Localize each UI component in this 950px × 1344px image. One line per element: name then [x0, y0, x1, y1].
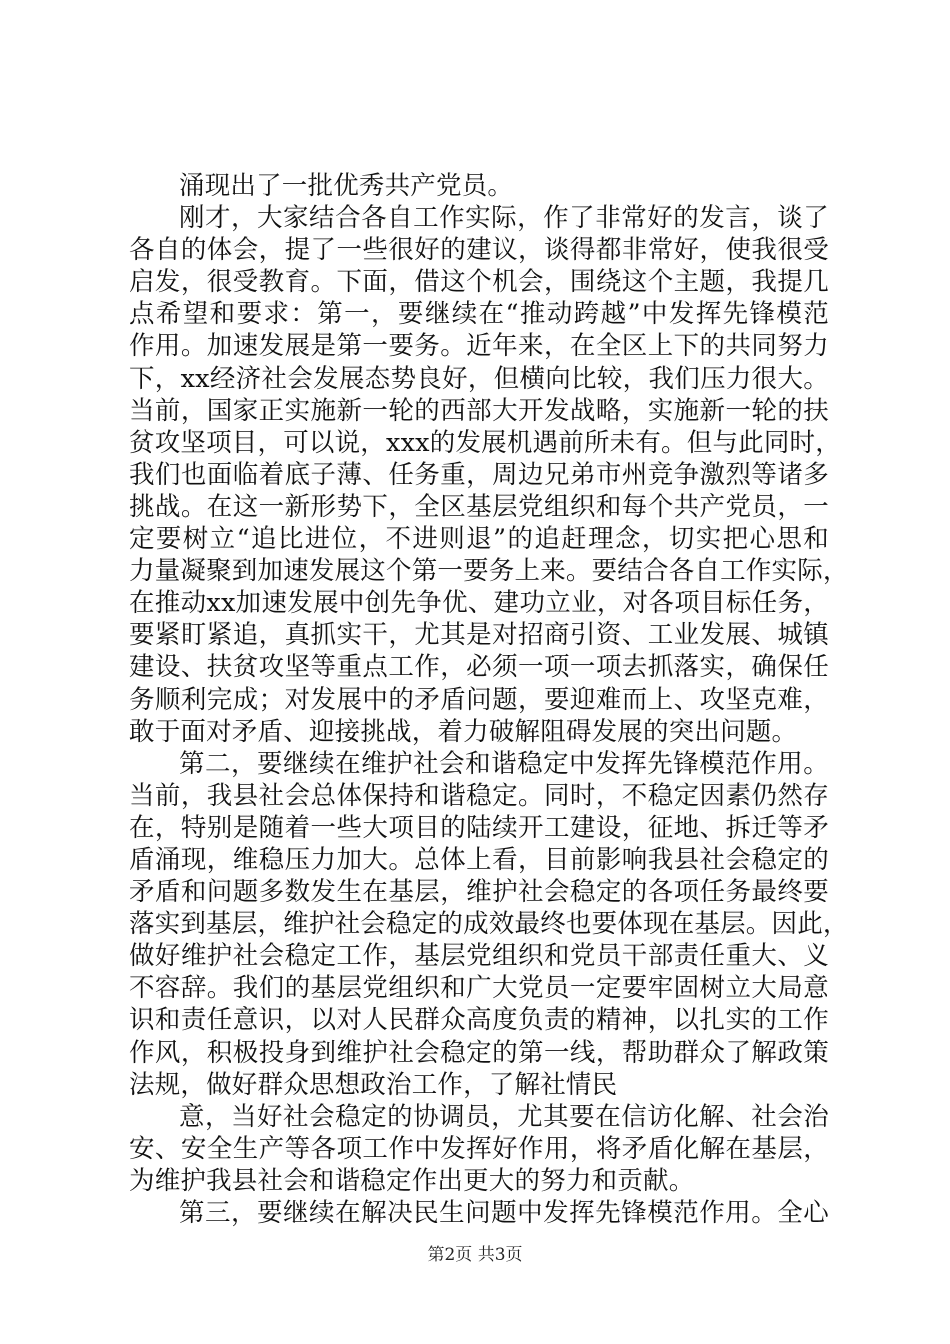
- text-line: 定要树立“追比进位，不进则退”的追赶理念，切实把心思和: [129, 524, 829, 555]
- text-line: 涌现出了一批优秀共产党员。: [179, 171, 514, 201]
- text-line: 意，当好社会稳定的协调员，尤其要在信访化解、社会治: [179, 1101, 829, 1132]
- text-line: 刚才，大家结合各自工作实际，作了非常好的发言，谈了: [179, 203, 829, 234]
- text-line: 要紧盯紧追，真抓实干，尤其是对招商引资、工业发展、城镇: [129, 620, 829, 651]
- text-line: 法规，做好群众思想政治工作，了解社情民: [129, 1069, 618, 1100]
- text-line: 下，xx经济社会发展态势良好，但横向比较，我们压力很大。: [129, 363, 829, 394]
- text-line: 落实到基层，维护社会稳定的成效最终也要体现在基层。因此，: [129, 909, 849, 940]
- document-body: [129, 170, 849, 1229]
- text-line: 我们也面临着底子薄、任务重，周边兄弟市州竞争激烈等诸多: [129, 459, 829, 490]
- text-line: 贫攻坚项目，可以说，xxx的发展机遇前所未有。但与此同时，: [129, 427, 841, 458]
- text-line: 敢于面对矛盾、迎接挑战，着力破解阻碍发展的突出问题。: [129, 716, 798, 747]
- text-line: 在推动xx加速发展中创先争优、建功立业，对各项目标任务，: [129, 588, 829, 619]
- text-line: 建设、扶贫攻坚等重点工作，必须一项一项去抓落实，确保任: [129, 652, 829, 683]
- text-line: 做好维护社会稳定工作，基层党组织和党员干部责任重大、义: [129, 941, 829, 972]
- text-line: 点希望和要求：第一，要继续在“推动跨越”中发挥先锋模范: [129, 299, 829, 330]
- text-line: 力量凝聚到加速发展这个第一要务上来。要结合各自工作实际，: [129, 556, 849, 587]
- text-line: 识和责任意识，以对人民群众高度负责的精神，以扎实的工作: [129, 1005, 829, 1036]
- text-line: 启发，很受教育。下面，借这个机会，围绕这个主题，我提几: [129, 267, 829, 298]
- text-line: 安、安全生产等各项工作中发挥好作用，将矛盾化解在基层，: [129, 1133, 829, 1164]
- text-line: 当前，我县社会总体保持和谐稳定。同时，不稳定因素仍然存: [129, 780, 829, 811]
- text-line: 在，特别是随着一些大项目的陆续开工建设，征地、拆迁等矛: [129, 812, 829, 843]
- text-line: 务顺利完成；对发展中的矛盾问题，要迎难而上、攻坚克难，: [129, 684, 829, 715]
- text-line: 作风，积极投身到维护社会稳定的第一线，帮助群众了解政策: [129, 1037, 829, 1068]
- text-line: 盾涌现，维稳压力加大。总体上看，目前影响我县社会稳定的: [129, 844, 829, 875]
- text-line: 为维护我县社会和谐稳定作出更大的努力和贡献。: [129, 1165, 695, 1196]
- text-line: 不容辞。我们的基层党组织和广大党员一定要牢固树立大局意: [129, 973, 829, 1004]
- text-line: 当前，国家正实施新一轮的西部大开发战略，实施新一轮的扶: [129, 395, 829, 426]
- text-line: 矛盾和问题多数发生在基层，维护社会稳定的各项任务最终要: [129, 877, 829, 908]
- text-line: 挑战。在这一新形势下，全区基层党组织和每个共产党员，一: [129, 491, 829, 522]
- text-line: 第二，要继续在维护社会和谐稳定中发挥先锋模范作用。: [179, 748, 829, 779]
- text-line: 作用。加速发展是第一要务。近年来，在全区上下的共同努力: [129, 331, 829, 362]
- page-number: 第2页 共3页: [427, 1245, 523, 1265]
- text-line: 第三，要继续在解决民生问题中发挥先锋模范作用。全心: [179, 1198, 829, 1228]
- text-line: 各自的体会，提了一些很好的建议，谈得都非常好，使我很受: [129, 235, 829, 266]
